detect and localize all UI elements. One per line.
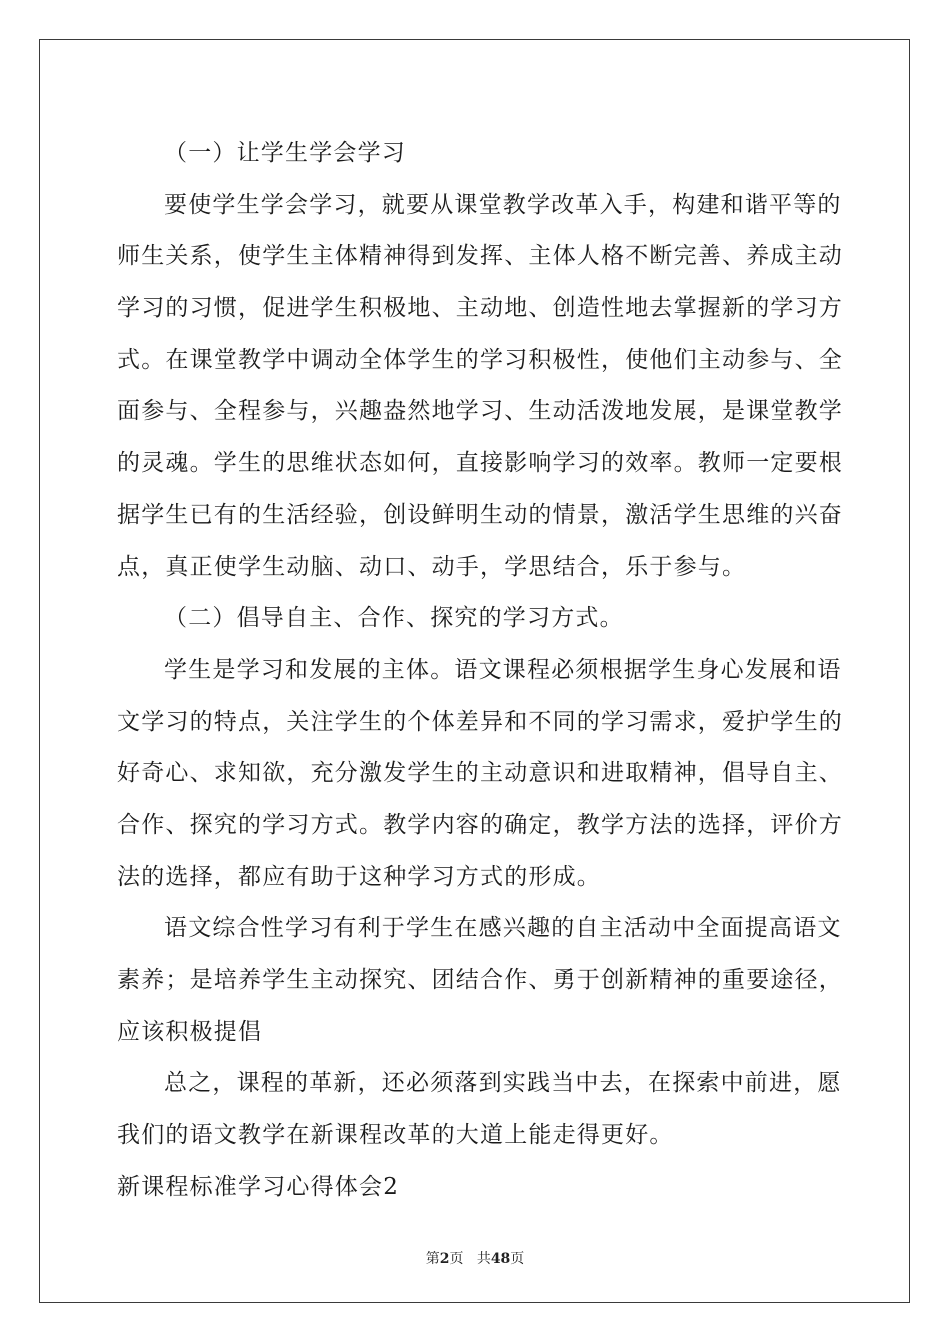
text-line: 新课程标准学习心得体会2 xyxy=(117,1173,400,1200)
text-line: 师生关系，使学生主体精神得到发挥、主体人格不断完善、养成主动 xyxy=(117,243,843,270)
text-line: 应该积极提倡 xyxy=(117,1018,263,1045)
text-line: 据学生已有的生活经验，创设鲜明生动的情景，激活学生思维的兴奋 xyxy=(117,501,843,528)
text-line: 学生是学习和发展的主体。语文课程必须根据学生身心发展和语 xyxy=(164,656,842,683)
text-line: （二）倡导自主、合作、探究的学习方式。 xyxy=(164,605,624,632)
page-number: 2 xyxy=(439,1251,450,1267)
total-suffix: 页 xyxy=(510,1251,525,1267)
text-line: 素养；是培养学生主动探究、团结合作、勇于创新精神的重要途径， xyxy=(117,967,843,993)
text-line: 面参与、全程参与，兴趣盎然地学习、生动活泼地发展，是课堂教学 xyxy=(117,398,843,425)
text-line: 要使学生学会学习，就要从课堂教学改革入手，构建和谐平等的 xyxy=(164,191,842,218)
text-line: （一）让学生学会学习 xyxy=(164,140,406,166)
page-suffix: 页 xyxy=(449,1251,464,1267)
total-prefix: 共 xyxy=(476,1251,491,1267)
text-line: 法的选择，都应有助于这种学习方式的形成。 xyxy=(117,863,601,890)
text-line: 好奇心、求知欲，充分激发学生的主动意识和进取精神，倡导自主、 xyxy=(117,760,843,787)
page-footer xyxy=(0,1248,950,1268)
page-prefix: 第 xyxy=(425,1251,440,1267)
text-line: 点，真正使学生动脑、动口、动手，学思结合，乐于参与。 xyxy=(117,553,747,580)
text-line: 文学习的特点，关注学生的个体差异和不同的学习需求，爱护学生的 xyxy=(117,708,843,735)
text-line: 我们的语文教学在新课程改革的大道上能走得更好。 xyxy=(117,1122,674,1149)
total-pages: 48 xyxy=(490,1251,511,1267)
text-line: 语文综合性学习有利于学生在感兴趣的自主活动中全面提高语文 xyxy=(164,915,842,942)
text-line: 合作、探究的学习方式。教学内容的确定，教学方法的选择，评价方 xyxy=(117,811,843,838)
text-line: 学习的习惯，促进学生积极地、主动地、创造性地去掌握新的学习方 xyxy=(117,295,843,322)
text-line: 总之，课程的革新，还必须落到实践当中去，在探索中前进，愿 xyxy=(164,1070,842,1097)
text-line: 的灵魂。学生的思维状态如何，直接影响学习的效率。教师一定要根 xyxy=(117,450,843,477)
document-body xyxy=(117,128,843,1213)
text-line: 式。在课堂教学中调动全体学生的学习积极性，使他们主动参与、全 xyxy=(117,346,843,373)
